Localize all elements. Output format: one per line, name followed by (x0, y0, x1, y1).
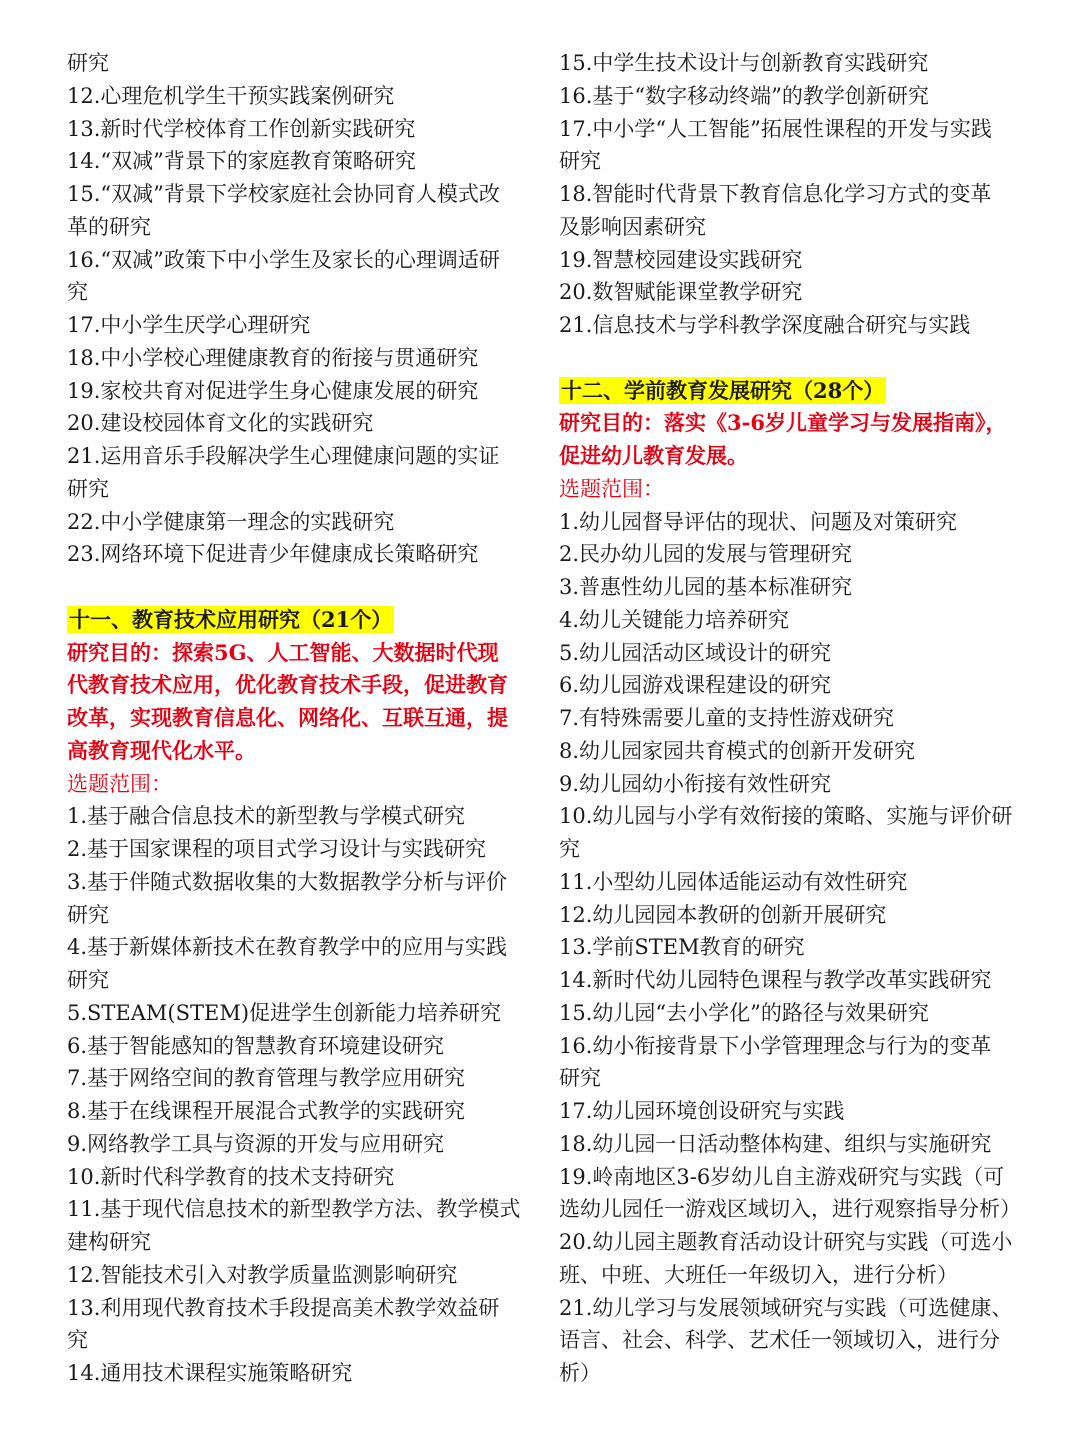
list-item: 语言、社会、科学、艺术任一领域切入，进行分 (559, 1328, 1000, 1353)
list-item: 14.通用技术课程实施策略研究 (67, 1361, 353, 1385)
list-item: 20.建设校园体育文化的实践研究 (67, 411, 374, 436)
list-item: 究 (67, 280, 88, 305)
list-item: 21.运用音乐手段解决学生心理健康问题的实证 (67, 444, 500, 468)
list-item: 3.普惠性幼儿园的基本标准研究 (559, 575, 853, 599)
list-item: 13.学前STEM教育的研究 (559, 935, 805, 960)
list-item: 22.中小学健康第一理念的实践研究 (67, 509, 395, 534)
list-item: 9.幼儿园幼小衔接有效性研究 (559, 771, 832, 796)
purpose-line: 促进幼儿教育发展。 (559, 443, 748, 468)
section-heading-12 (559, 375, 1017, 408)
scope-label: 选题范围： (559, 476, 664, 501)
list-item: 16.“双减”政策下中小学生及家长的心理调适研 (67, 247, 500, 272)
purpose-line: 研究目的：探索5G、人工智能、大数据时代现 (67, 639, 499, 665)
list-item: 7.基于网络空间的教育管理与教学应用研究 (67, 1066, 466, 1091)
list-item: 研究 (67, 902, 109, 927)
list-item: 研究 (67, 51, 109, 75)
list-item: 研究 (67, 476, 109, 501)
list-item: 14.新时代幼儿园特色课程与教学改革实践研究 (559, 968, 992, 992)
list-item: 17.中小学生厌学心理研究 (67, 313, 311, 337)
list-item: 20.数智赋能课堂教学研究 (559, 280, 803, 305)
list-item: 1.幼儿园督导评估的现状、问题及对策研究 (559, 509, 958, 534)
list-item: 11.小型幼儿园体适能运动有效性研究 (559, 869, 908, 894)
list-item: 10.幼儿园与小学有效衔接的策略、实施与评价研 (559, 804, 1013, 829)
list-item: 18.中小学校心理健康教育的衔接与贯通研究 (67, 345, 479, 370)
list-item: 5.STEAM(STEM)促进学生创新能力培养研究 (67, 1000, 502, 1025)
list-item: 6.基于智能感知的智慧教育环境建设研究 (67, 1033, 445, 1058)
list-item: 21.幼儿学习与发展领域研究与实践（可选健康、 (559, 1295, 1013, 1320)
list-item: 建构研究 (67, 1230, 151, 1254)
list-item: 19.智慧校园建设实践研究 (559, 247, 803, 272)
list-item: 13.利用现代教育技术手段提高美术教学效益研 (67, 1295, 500, 1320)
list-item: 18.幼儿园一日活动整体构建、组织与实施研究 (559, 1131, 992, 1156)
list-item: 4.幼儿关键能力培养研究 (559, 607, 790, 632)
purpose-line: 改革，实现教育信息化、网络化、互联互通，提 (67, 705, 508, 730)
list-item: 2.基于国家课程的项目式学习设计与实践研究 (67, 837, 487, 861)
section-heading-text: 十二、学前教育发展研究（28个） (561, 377, 885, 403)
list-item: 选幼儿园任一游戏区域切入，进行观察指导分析） (559, 1197, 1021, 1222)
list-item: 2.民办幼儿园的发展与管理研究 (559, 542, 853, 567)
list-item: 研究 (559, 1066, 601, 1091)
scope-label: 选题范围： (67, 771, 172, 796)
list-item: 19.岭南地区3-6岁幼儿自主游戏研究与实践（可 (559, 1164, 1005, 1189)
list-item: 12.心理危机学生干预实践案例研究 (67, 83, 395, 108)
list-item: 16.基于“数字移动终端”的教学创新研究 (559, 83, 929, 108)
list-item: 15.“双减”背景下学校家庭社会协同育人模式改 (67, 182, 500, 206)
list-item: 班、中班、大班任一年级切入，进行分析） (559, 1262, 958, 1287)
list-item: 究 (559, 837, 580, 861)
list-item: 21.信息技术与学科教学深度融合研究与实践 (559, 313, 971, 337)
right-items-top (559, 47, 1017, 342)
purpose-line: 高教育现代化水平。 (67, 737, 256, 763)
list-item: 14.“双减”背景下的家庭教育策略研究 (67, 149, 416, 174)
list-item: 5.幼儿园活动区域设计的研究 (559, 640, 832, 665)
list-item: 15.中学生技术设计与创新教育实践研究 (559, 51, 929, 75)
left-column (67, 47, 525, 1390)
list-item: 12.幼儿园园本教研的创新开展研究 (559, 902, 887, 927)
list-item: 及影响因素研究 (559, 214, 706, 239)
section-spacer (67, 571, 525, 604)
list-item: 17.中小学“人工智能”拓展性课程的开发与实践 (559, 116, 992, 141)
list-item: 15.幼儿园“去小学化”的路径与效果研究 (559, 1000, 929, 1025)
list-item: 11.基于现代信息技术的新型教学方法、教学模式 (67, 1197, 521, 1222)
purpose-line: 研究目的：落实《3-6岁儿童学习与发展指南》， (559, 410, 1007, 436)
left-items-bottom (67, 800, 525, 1390)
list-item: 1.基于融合信息技术的新型教与学模式研究 (67, 804, 466, 829)
list-item: 析） (559, 1361, 601, 1385)
list-item: 究 (67, 1328, 88, 1353)
list-item: 研究 (559, 149, 601, 174)
left-purpose (67, 637, 525, 768)
list-item: 19.家校共育对促进学生身心健康发展的研究 (67, 378, 479, 403)
list-item: 7.有特殊需要儿童的支持性游戏研究 (559, 706, 895, 730)
section-heading-text: 十一、教育技术应用研究（21个） (69, 606, 393, 632)
right-purpose (559, 407, 1017, 473)
list-item: 18.智能时代背景下教育信息化学习方式的变革 (559, 182, 992, 206)
list-item: 16.幼小衔接背景下小学管理理念与行为的变革 (559, 1033, 992, 1058)
list-item: 研究 (67, 968, 109, 992)
purpose-line: 代教育技术应用，优化教育技术手段，促进教育 (67, 672, 508, 698)
list-item: 17.幼儿园环境创设研究与实践 (559, 1099, 845, 1123)
list-item: 13.新时代学校体育工作创新实践研究 (67, 116, 416, 141)
list-item: 20.幼儿园主题教育活动设计研究与实践（可选小 (559, 1230, 1013, 1254)
list-item: 10.新时代科学教育的技术支持研究 (67, 1164, 395, 1189)
right-column (559, 47, 1021, 1390)
list-item: 8.幼儿园家园共育模式的创新开发研究 (559, 738, 916, 763)
list-item: 3.基于伴随式数据收集的大数据教学分析与评价 (67, 869, 508, 894)
list-item: 6.幼儿园游戏课程建设的研究 (559, 673, 832, 698)
left-items-top (67, 47, 525, 571)
list-item: 8.基于在线课程开展混合式教学的实践研究 (67, 1099, 466, 1123)
right-items-bottom (559, 506, 1021, 1390)
list-item: 革的研究 (67, 214, 151, 239)
list-item: 12.智能技术引入对教学质量监测影响研究 (67, 1262, 458, 1287)
list-item: 4.基于新媒体新技术在教育教学中的应用与实践 (67, 935, 508, 960)
list-item: 9.网络教学工具与资源的开发与应用研究 (67, 1131, 445, 1156)
section-spacer (559, 342, 1017, 375)
section-heading-11 (67, 604, 525, 637)
list-item: 23.网络环境下促进青少年健康成长策略研究 (67, 542, 479, 567)
